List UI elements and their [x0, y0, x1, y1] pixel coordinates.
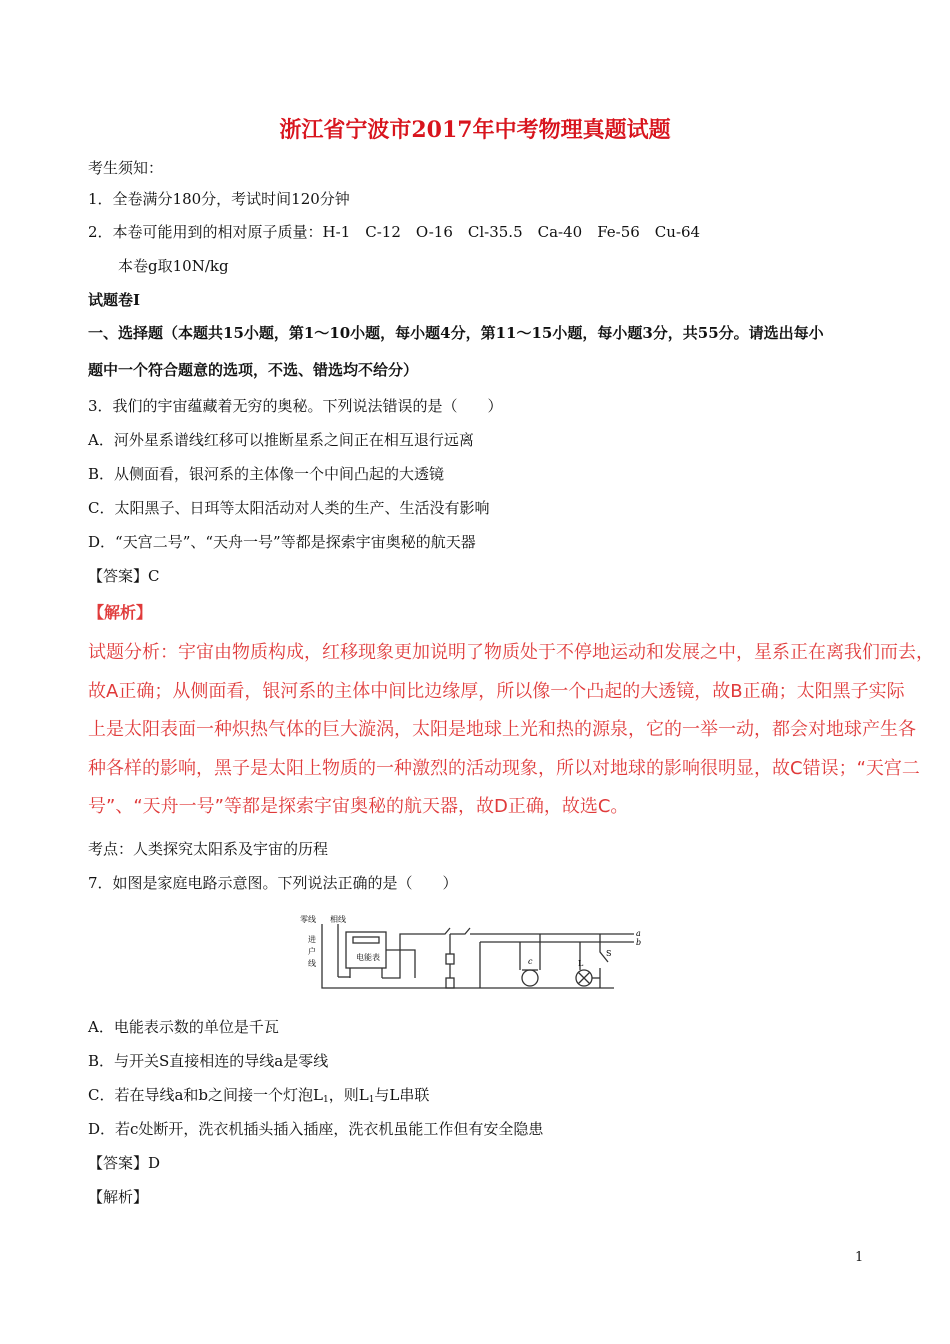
- label-c: c: [528, 957, 533, 966]
- q3-option-b: B．从侧面看，银河系的主体像一个中间凸起的大透镜: [88, 465, 445, 483]
- part1-line-1: 一、选择题（本题共15小题，第1～10小题，每小题4分，第11～15小题，每小题3分，共55分。请选出每小: [88, 324, 824, 342]
- household-circuit-diagram: [300, 912, 645, 997]
- label-L: L: [578, 959, 584, 968]
- q3-analysis-line: 上是太阳表面一种炽热气体的巨大漩涡，太阳是地球上光和热的源泉，它的一举一动，都会对地球产生各: [88, 719, 916, 740]
- notice-item-1: 1．全卷满分180分，考试时间120分钟: [88, 190, 350, 208]
- label-meter: 电能表: [356, 953, 380, 962]
- label-entry-1: 进: [308, 935, 316, 944]
- q3-stem: 3．我们的宇宙蕴藏着无穷的奥秘。下列说法错误的是（ ）: [88, 397, 503, 415]
- q7-option-d: D．若c处断开，洗衣机插头插入插座，洗衣机虽能工作但有安全隐患: [88, 1120, 544, 1138]
- q3-analysis-label: 【解析】: [88, 603, 153, 622]
- label-entry-2: 户: [308, 947, 316, 956]
- q7-analysis-label: 【解析】: [88, 1188, 149, 1206]
- q7-option-c-end: 与L串联: [374, 1086, 430, 1104]
- q7-stem: 7．如图是家庭电路示意图。下列说法正确的是（ ）: [88, 874, 458, 892]
- q7-answer: 【答案】D: [88, 1154, 161, 1172]
- notice-item-2b: 本卷g取10N/kg: [118, 257, 229, 275]
- q7-option-c: [88, 1085, 429, 1110]
- notice-item-2: 2．本卷可能用到的相对原子质量：H-1 C-12 O-16 Cl-35.5 Ca-40 Fe-56 Cu-64: [88, 223, 701, 241]
- label-neutral: 零线: [300, 915, 316, 924]
- label-S: S: [606, 949, 612, 958]
- q3-option-a: A．河外星系谱线红移可以推断星系之间正在相互退行远离: [88, 431, 474, 449]
- page-number: 1: [855, 1250, 864, 1265]
- q3-kaodian: 考点：人类探究太阳系及宇宙的历程: [88, 840, 329, 858]
- label-entry-3: 线: [308, 959, 316, 968]
- q3-analysis-line: 号”、“天舟一号”等都是探索宇宙奥秘的航天器，故D正确，故选C。: [88, 796, 629, 817]
- q3-option-c: C．太阳黑子、日珥等太阳活动对人类的生产、生活没有影响: [88, 499, 490, 517]
- section-title: 试题卷Ⅰ: [88, 291, 141, 309]
- q3-answer: 【答案】C: [88, 567, 160, 585]
- document-title: 浙江省宁波市2017年中考物理真题试题: [279, 117, 671, 143]
- label-live: 相线: [330, 915, 346, 924]
- q7-option-b: B．与开关S直接相连的导线a是零线: [88, 1052, 329, 1070]
- label-a: a: [636, 929, 641, 938]
- q3-analysis-line: 故A正确；从侧面看，银河系的主体中间比边缘厚，所以像一个凸起的大透镜，故B正确；太阳黑子实际: [88, 681, 905, 702]
- q7-option-c-text: C．若在导线a和b之间接一个灯泡L: [88, 1086, 323, 1104]
- q7-option-c-mid: ，则L: [328, 1086, 369, 1104]
- q7-option-a: A．电能表示数的单位是千瓦: [88, 1018, 279, 1036]
- part1-line-2: 题中一个符合题意的选项，不选、错选均不给分）: [88, 361, 419, 379]
- q7-option-c-sub1: 1: [322, 1095, 329, 1105]
- q3-analysis-line: 试题分析：宇宙由物质构成，红移现象更加说明了物质处于不停地运动和发展之中，星系正在离我们而去，: [88, 642, 934, 663]
- label-b: b: [636, 938, 642, 947]
- notice-heading: 考生须知：: [88, 159, 164, 177]
- q3-analysis-line: 种各样的影响，黑子是太阳上物质的一种激烈的活动现象，所以对地球的影响很明显，故C错误；“天宫二: [88, 758, 920, 779]
- q7-option-c-sub2: 1: [368, 1095, 375, 1105]
- q3-option-d: D．“天宫二号”、“天舟一号”等都是探索宇宙奥秘的航天器: [88, 533, 476, 551]
